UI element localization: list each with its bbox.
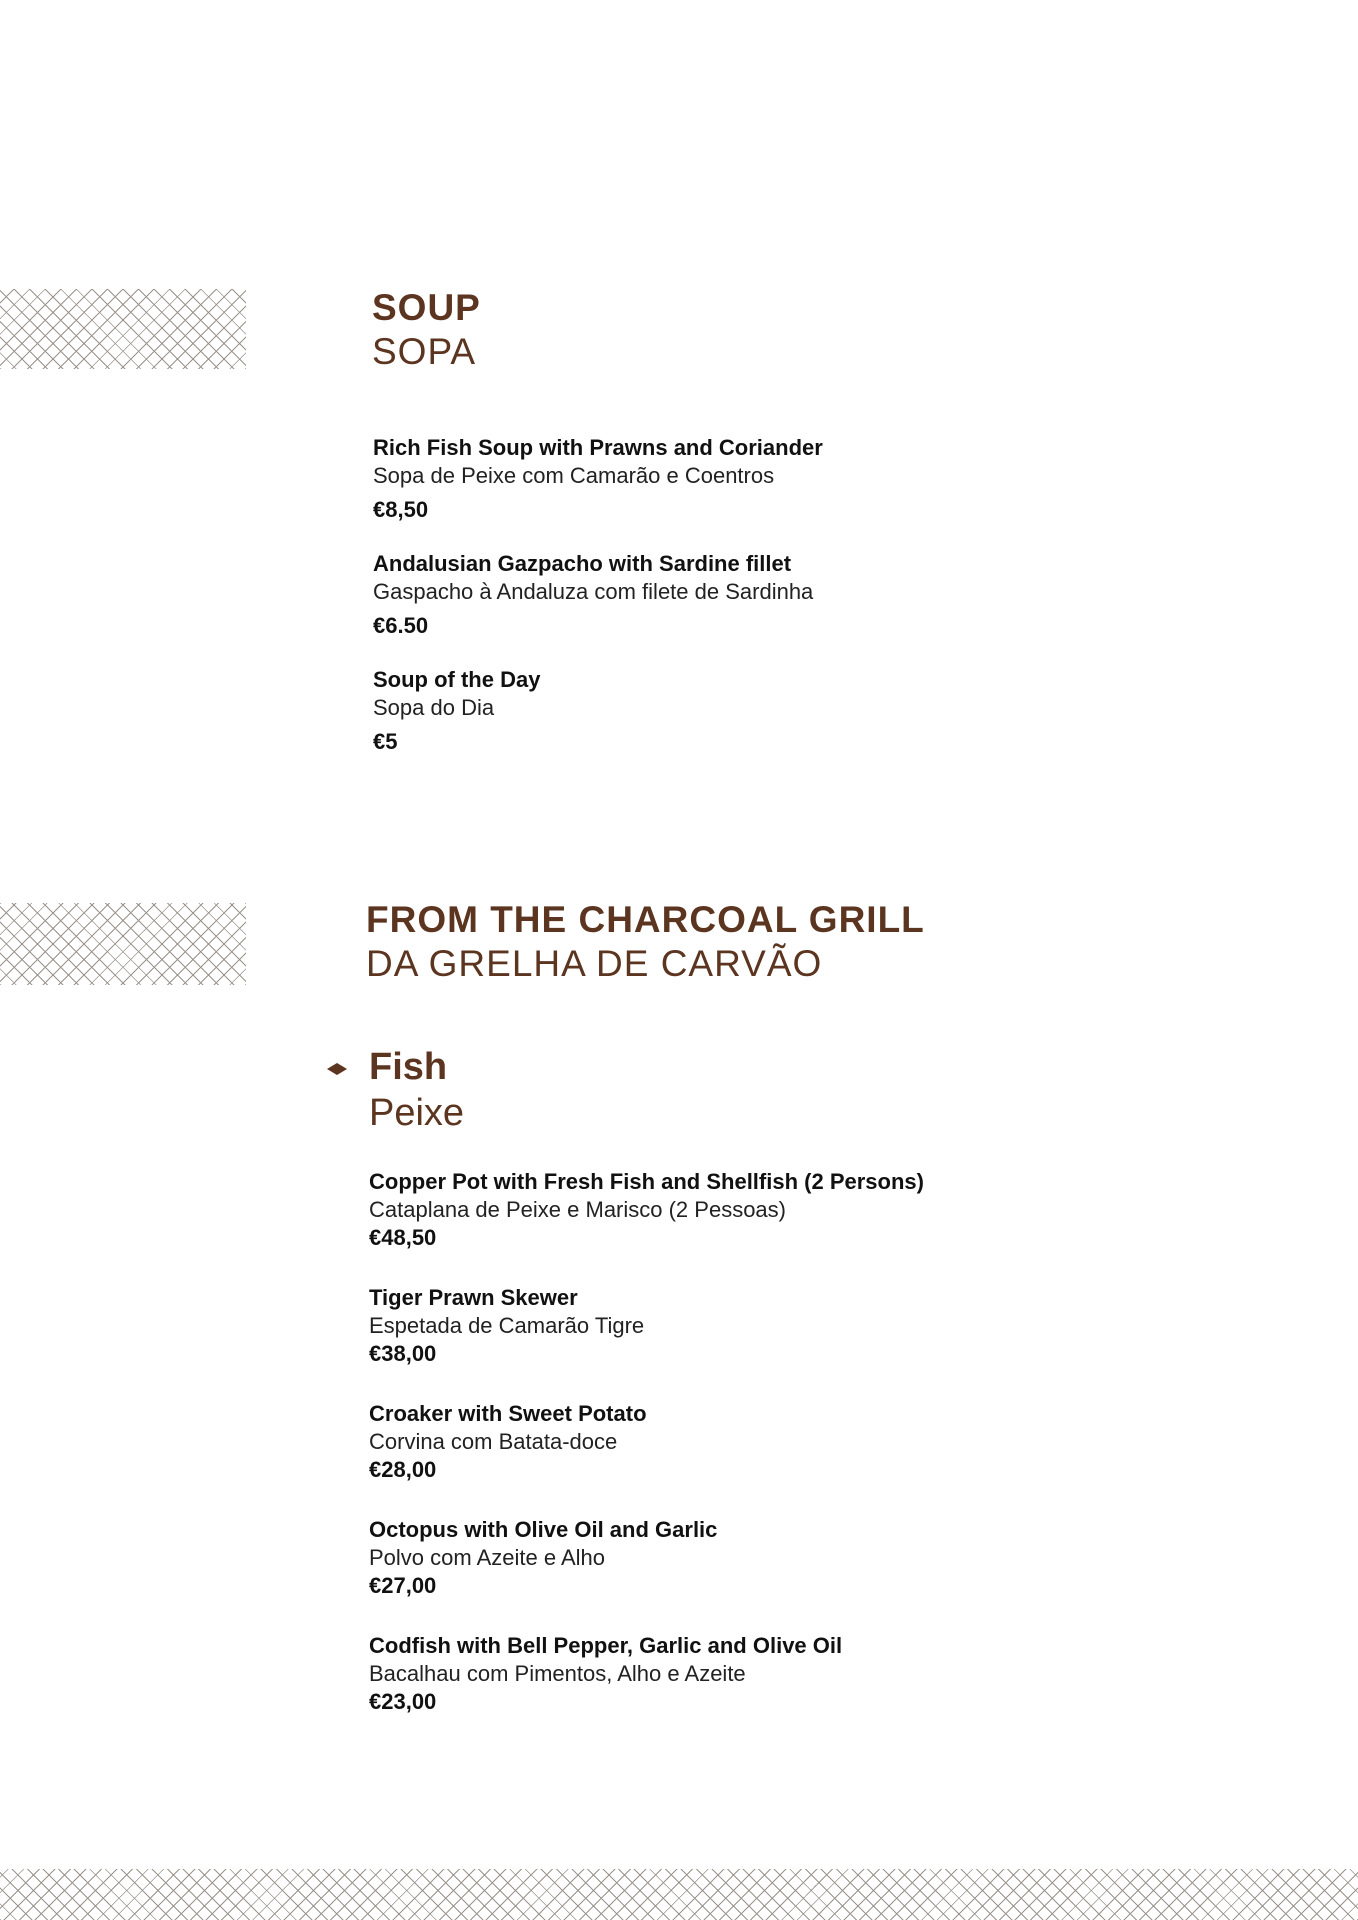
diamond-bullet-icon: [327, 1063, 347, 1075]
item-description: Cataplana de Peixe e Marisco (2 Pessoas): [369, 1197, 786, 1222]
item-name: Octopus with Olive Oil and Garlic: [369, 1517, 718, 1542]
item-name: Croaker with Sweet Potato: [369, 1401, 647, 1426]
item-price: €27,00: [369, 1573, 437, 1598]
soup-title-pt: SOPA: [372, 331, 477, 372]
grill-section-heading: [366, 898, 925, 986]
item-price: €28,00: [369, 1457, 437, 1482]
item-price: €48,50: [369, 1225, 437, 1250]
item-name: Soup of the Day: [373, 667, 541, 692]
menu-item: [369, 1632, 924, 1748]
item-description: Corvina com Batata-doce: [369, 1429, 618, 1454]
item-name: Tiger Prawn Skewer: [369, 1285, 578, 1310]
lattice-pattern-decoration: [0, 903, 246, 985]
menu-item: [369, 1168, 924, 1284]
fish-title-en: Fish: [369, 1046, 448, 1088]
menu-item: [369, 1400, 924, 1516]
soup-menu-list: [373, 434, 823, 782]
menu-item: [369, 1516, 924, 1632]
item-price: €23,00: [369, 1689, 437, 1714]
item-description: Polvo com Azeite e Alho: [369, 1545, 606, 1570]
menu-item: [373, 434, 823, 550]
menu-item: [373, 550, 823, 666]
fish-subsection-heading: [369, 1044, 464, 1136]
menu-item: [369, 1284, 924, 1400]
fish-title-pt: Peixe: [369, 1092, 465, 1134]
item-price: €8,50: [373, 497, 429, 522]
soup-title-en: SOUP: [372, 287, 481, 328]
item-price: €6.50: [373, 613, 429, 638]
item-description: Gaspacho à Andaluza com filete de Sardinha: [373, 579, 814, 604]
grill-title-pt: DA GRELHA DE CARVÃO: [366, 943, 823, 984]
grill-title-en: FROM THE CHARCOAL GRILL: [366, 899, 925, 940]
item-name: Rich Fish Soup with Prawns and Coriander: [373, 435, 823, 460]
lattice-pattern-decoration: [0, 289, 246, 369]
item-description: Espetada de Camarão Tigre: [369, 1313, 645, 1338]
menu-item: [373, 666, 823, 782]
fish-menu-list: [369, 1168, 924, 1748]
item-name: Copper Pot with Fresh Fish and Shellfish (2 Persons): [369, 1169, 924, 1194]
soup-section-heading: [372, 286, 481, 374]
item-name: Codfish with Bell Pepper, Garlic and Olive Oil: [369, 1633, 843, 1658]
item-price: €5: [373, 729, 398, 754]
item-name: Andalusian Gazpacho with Sardine fillet: [373, 551, 792, 576]
lattice-pattern-footer: [0, 1869, 1358, 1920]
item-description: Sopa de Peixe com Camarão e Coentros: [373, 463, 775, 488]
item-price: €38,00: [369, 1341, 437, 1366]
item-description: Sopa do Dia: [373, 695, 495, 720]
item-description: Bacalhau com Pimentos, Alho e Azeite: [369, 1661, 746, 1686]
